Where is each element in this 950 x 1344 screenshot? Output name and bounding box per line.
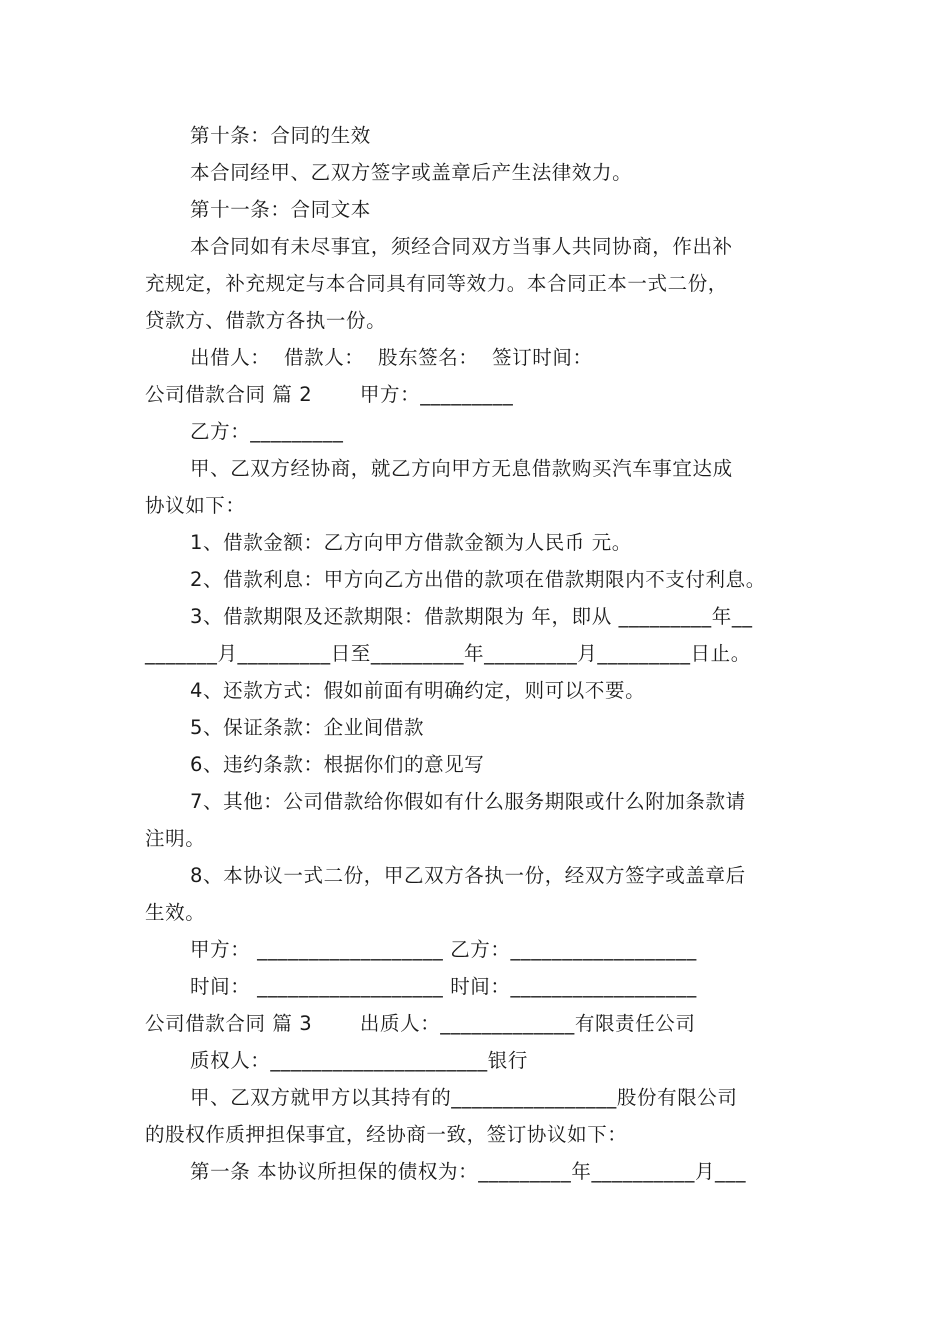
- clause-6: 6、违约条款：根据你们的意见写: [190, 753, 485, 776]
- article-10-heading: 第十条：合同的生效: [190, 124, 371, 147]
- clause-2: 2、借款利息：甲方向乙方出借的款项在借款期限内不支付利息。: [190, 568, 766, 591]
- clause-4: 4、还款方式：假如前面有明确约定，则可以不要。: [190, 679, 646, 702]
- paragraph-line: 甲、乙双方就甲方以其持有的________________股份有限公司: [190, 1086, 738, 1109]
- clause-7-continued: 注明。: [145, 827, 206, 850]
- clause-3: 3、借款期限及还款期限：借款期限为 年，即从 _________年__: [190, 605, 753, 628]
- party-b-line: 乙方：_________: [190, 420, 344, 443]
- paragraph-line: 本合同经甲、乙双方签字或盖章后产生法律效力。: [190, 161, 633, 184]
- contract-3-heading: 公司借款合同 篇 3 出质人：_____________有限责任公司: [145, 1012, 696, 1035]
- article-1-line: 第一条 本协议所担保的债权为：_________年__________月___: [190, 1160, 747, 1183]
- clause-1: 1、借款金额：乙方向甲方借款金额为人民币 元。: [190, 531, 632, 554]
- paragraph-line: 协议如下：: [145, 494, 246, 517]
- signature-labels: 出借人： 借款人： 股东签名： 签订时间：: [190, 346, 593, 369]
- clause-3-continued: _______月_________日至_________年_________月_________日止。: [145, 642, 751, 665]
- paragraph-line: 本合同如有未尽事宜，须经合同双方当事人共同协商，作出补: [190, 235, 733, 258]
- paragraph-line: 甲、乙双方经协商，就乙方向甲方无息借款购买汽车事宜达成: [190, 457, 733, 480]
- contract-2-heading: 公司借款合同 篇 2 甲方：_________: [145, 383, 514, 406]
- clause-8: 8、本协议一式二份，甲乙双方各执一份，经双方签字或盖章后: [190, 864, 746, 887]
- party-signature-line: 甲方： __________________ 乙方：__________________: [190, 938, 697, 961]
- pledgee-line: 质权人：_____________________银行: [190, 1049, 528, 1072]
- date-signature-line: 时间： __________________ 时间：__________________: [190, 975, 697, 998]
- paragraph-line: 充规定，补充规定与本合同具有同等效力。本合同正本一式二份，: [145, 272, 728, 295]
- clause-8-continued: 生效。: [145, 901, 206, 924]
- clause-5: 5、保证条款：企业间借款: [190, 716, 425, 739]
- article-11-heading: 第十一条：合同文本: [190, 198, 371, 221]
- paragraph-line: 的股权作质押担保事宜，经协商一致，签订协议如下：: [145, 1123, 628, 1146]
- clause-7: 7、其他：公司借款给你假如有什么服务期限或什么附加条款请: [190, 790, 746, 813]
- paragraph-line: 贷款方、借款方各执一份。: [145, 309, 387, 332]
